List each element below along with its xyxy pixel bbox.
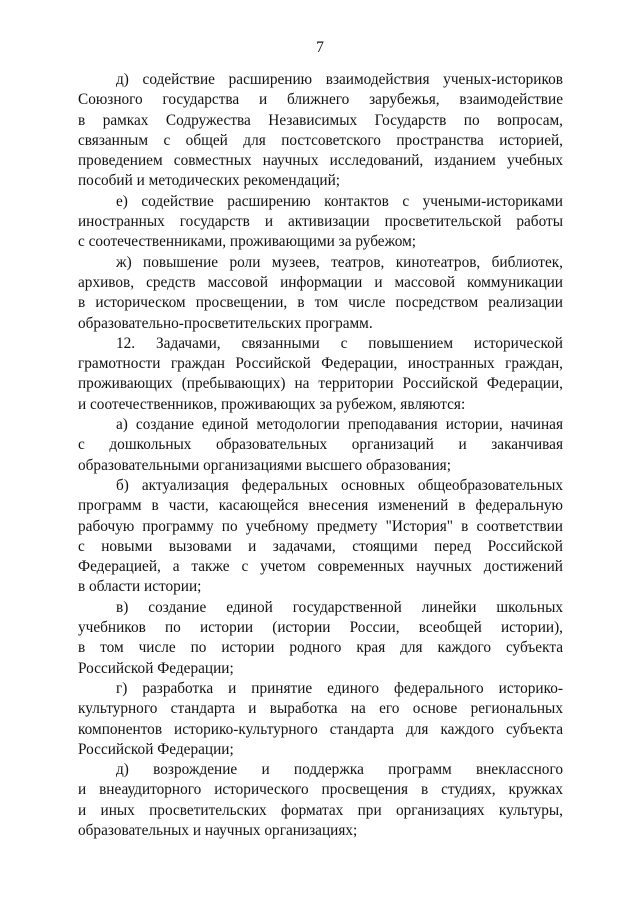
- text-line: Федерацией, а также с учетом современных научных достижений: [78, 558, 563, 576]
- text-line: учебников по истории (истории России, всеобщей истории),: [78, 619, 563, 637]
- text-line: Российской Федерации;: [78, 740, 234, 758]
- text-line: компонентов историко-культурного стандарта для каждого субъекта: [78, 720, 563, 738]
- text-line: Российской Федерации;: [78, 659, 234, 677]
- paragraph-v-textbooks: [78, 598, 563, 679]
- text-line: в) создание единой государственной линейки школьных: [116, 598, 563, 616]
- paragraph-zh-museums-role: [78, 253, 563, 334]
- text-line: рабочую программу по учебному предмету "История" в соответствии: [78, 517, 563, 535]
- text-line: связанным с общей для постсоветского пространства историей,: [78, 131, 563, 149]
- text-line: проживающих (пребывающих) на территории Российской Федерации,: [78, 375, 563, 393]
- text-line: образовательно-просветительских программ.: [78, 314, 373, 332]
- text-line: с новыми вызовами и задачами, стоящими перед Российской: [78, 537, 563, 555]
- text-line: б) актуализация федеральных основных общеобразовательных: [116, 476, 563, 494]
- text-line: грамотности граждан Российской Федерации, иностранных граждан,: [78, 355, 563, 373]
- text-line: е) содействие расширению контактов с учеными-историками: [116, 192, 563, 210]
- text-line: с соотечественниками, проживающими за рубежом;: [78, 233, 417, 251]
- text-line: и внеаудиторного исторического просвещения в студиях, кружках: [78, 781, 563, 799]
- text-line: д) содействие расширению взаимодействия ученых-историков: [116, 71, 563, 88]
- text-line: в рамках Содружества Независимых Государств по вопросам,: [78, 111, 563, 129]
- text-line: Союзного государства и ближнего зарубежья, взаимодействие: [78, 91, 563, 109]
- text-line: проведением совместных научных исследований, изданием учебных: [78, 152, 563, 170]
- text-line: д) возрождение и поддержка программ внеклассного: [116, 761, 563, 779]
- paragraph-d-extracurricular: [78, 760, 563, 841]
- text-line: архивов, средств массовой информации и массовой коммуникации: [78, 273, 563, 291]
- text-line: в том числе по истории родного края для каждого субъекта: [78, 639, 563, 657]
- text-line: культурного стандарта и выработка на его основе региональных: [78, 700, 563, 718]
- text-line: пособий и методических рекомендаций;: [78, 172, 341, 190]
- text-line: г) разработка и принятие единого федерального историко-: [116, 679, 563, 697]
- paragraph-d-historians-cooperation: [78, 70, 563, 192]
- text-line: иностранных государств и активизации просветительской работы: [78, 213, 563, 231]
- paragraph-item-12-intro: [78, 334, 563, 415]
- text-line: с дошкольных образовательных организаций и заканчивая: [78, 436, 563, 454]
- paragraph-b-programs-update: [78, 476, 563, 598]
- text-line: а) создание единой методологии преподавания истории, начиная: [116, 416, 563, 434]
- text-line: 12. Задачами, связанными с повышением исторической: [116, 334, 563, 352]
- text-line: и соотечественников, проживающих за рубежом, являются:: [78, 395, 466, 413]
- text-line: образовательных и научных организациях;: [78, 821, 358, 839]
- text-line: образовательными организациями высшего образования;: [78, 456, 451, 474]
- paragraph-g-cultural-standard: [78, 679, 563, 760]
- page-number: 7: [316, 39, 324, 56]
- text-line: в историческом просвещении, в том числе посредством реализации: [78, 294, 563, 312]
- paragraph-a-methodology: [78, 415, 563, 476]
- document-body: [78, 70, 563, 841]
- text-line: в области истории;: [78, 578, 202, 596]
- text-line: и иных просветительских форматах при организациях культуры,: [78, 801, 563, 819]
- paragraph-e-foreign-contacts: [78, 192, 563, 253]
- text-line: программ в части, касающейся внесения изменений в федеральную: [78, 497, 563, 515]
- text-line: ж) повышение роли музеев, театров, кинотеатров, библиотек,: [116, 253, 563, 271]
